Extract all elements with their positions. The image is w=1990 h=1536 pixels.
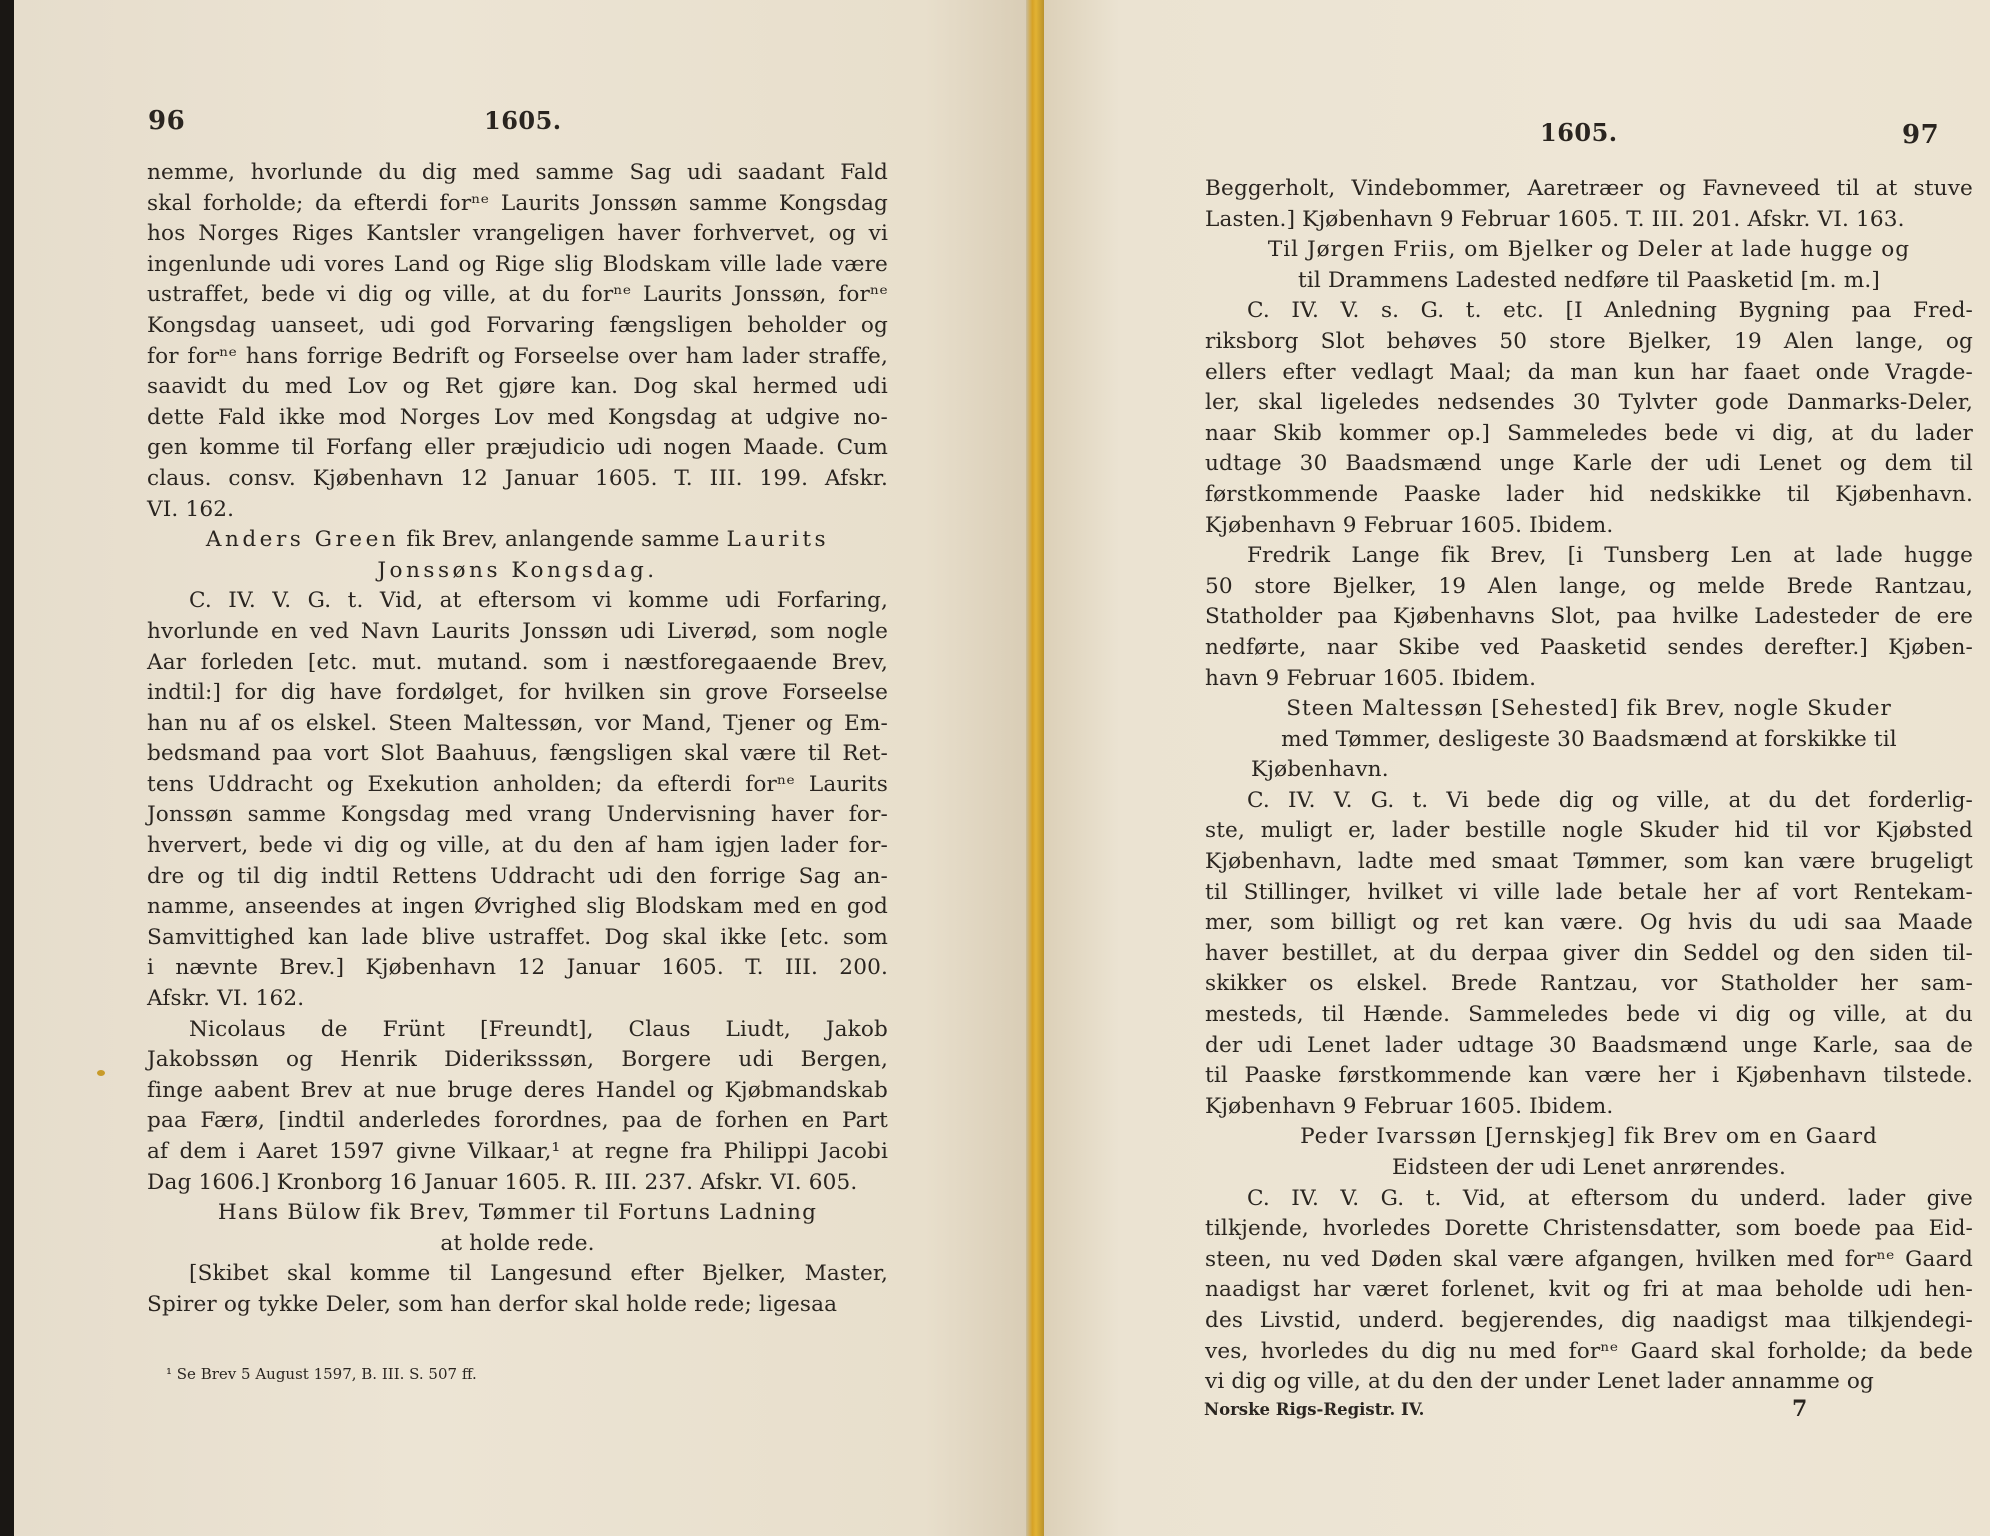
right-paragraph-2 xyxy=(1205,296,1973,541)
left-footnote: ¹ Se Brev 5 August 1597, B. III. S. 507 ff. xyxy=(166,1365,477,1383)
right-page-number: 97 xyxy=(1902,120,1940,150)
heading-person-name: Laurits xyxy=(726,527,830,553)
text-line: paa Færø, [indtil anderledes forordnes, paa de forhen en Part xyxy=(147,1108,888,1134)
heading-text: fik Brev, anlangende samme xyxy=(399,527,727,553)
book-gutter xyxy=(1026,0,1044,1536)
signature-number: 7 xyxy=(1792,1396,1808,1422)
text-line: naadigst har været forlenet, kvit og fri at maa beholde udi hen- xyxy=(1205,1277,1973,1303)
text-line: hvorlunde en ved Navn Laurits Jonssøn udi Liverød, som nogle xyxy=(147,618,888,644)
text-line: C. IV. V. G. t. Vid, at eftersom vi komme udi Forfaring, xyxy=(189,588,888,614)
text-line: nedførte, naar Skibe ved Paasketid sendes derefter.] Kjøben- xyxy=(1205,634,1973,660)
left-paragraph-3 xyxy=(147,1015,888,1199)
text-line: saavidt du med Lov og Ret gjøre kan. Dog skal hermed udi xyxy=(147,374,888,400)
text-line: der udi Lenet lader udtage 30 Baadsmænd unge Karle, saa de xyxy=(1205,1032,1973,1058)
text-line: Jonssøn samme Kongsdag med vrang Undervisning haver for- xyxy=(147,802,888,828)
text-line: Kjøbenhavn, ladte med smaat Tømmer, som kan være brugeligt xyxy=(1205,849,1973,875)
left-header-year: 1605. xyxy=(484,106,562,135)
text-line: 50 store Bjelker, 19 Alen lange, og melde Brede Rantzau, xyxy=(1205,573,1973,599)
left-paragraph-1 xyxy=(147,158,888,525)
right-paragraph-5 xyxy=(1205,1184,1973,1398)
text-line: naar Skib kommer op.] Sammeledes bede vi dig, at du lader xyxy=(1205,420,1973,446)
text-line: Spirer og tykke Deler, som han derfor skal holde rede; ligesaa xyxy=(147,1291,838,1317)
text-line: ustraffet, bede vi dig og ville, at du forⁿᵉ Laurits Jonssøn, forⁿᵉ xyxy=(147,282,888,308)
right-paragraph-4 xyxy=(1205,786,1973,1123)
text-line: skikker os elskel. Brede Rantzau, vor Statholder her sam- xyxy=(1205,971,1973,997)
left-text-block xyxy=(147,158,888,1321)
text-line: ste, muligt er, lader bestille nogle Skuder hid til vor Kjøbsted xyxy=(1205,818,1973,844)
right-page xyxy=(1044,0,1990,1536)
text-line: finge aabent Brev at nue bruge deres Handel og Kjøbmandskab xyxy=(147,1077,888,1103)
right-text-block xyxy=(1205,174,1973,1398)
text-line: Beggerholt, Vindebommer, Aaretræer og Favneveed til at stuve xyxy=(1205,176,1973,201)
text-line: haver bestillet, at du derpaa giver din Seddel og den siden til- xyxy=(1205,940,1973,966)
text-line: vi dig og ville, at du den der under Lenet lader annamme og xyxy=(1205,1369,1875,1395)
text-line: C. IV. V. G. t. Vid, at eftersom du underd. lader give xyxy=(1247,1185,1973,1211)
text-line: ves, hvorledes du dig nu med forⁿᵉ Gaard skal forholde; da bede xyxy=(1205,1338,1973,1364)
text-line: riksborg Slot behøves 50 store Bjelker, 19 Alen lange, og xyxy=(1205,328,1973,354)
left-paragraph-4 xyxy=(147,1259,888,1320)
text-line: Lasten.] Kjøbenhavn 9 Februar 1605. T. III. 201. Afskr. VI. 163. xyxy=(1205,206,1905,232)
left-heading-1 xyxy=(147,525,888,556)
text-line: steen, nu ved Døden skal være afgangen, hvilken med forⁿᵉ Gaard xyxy=(1205,1246,1973,1272)
text-line: Jakobssøn og Henrik Dideriksssøn, Borgere udi Bergen, xyxy=(147,1047,888,1073)
text-line: til Paaske førstkommende kan være her i Kjøbenhavn tilstede. xyxy=(1205,1063,1973,1089)
heading-person-name: Anders Green xyxy=(205,527,400,553)
text-line: VI. 162. xyxy=(147,496,235,522)
text-line: mer, som billigt og ret kan være. Og hvis du udi saa Maade xyxy=(1205,910,1973,936)
left-page-number: 96 xyxy=(148,106,186,136)
right-paragraph-3 xyxy=(1205,541,1973,694)
text-line: dre og til dig indtil Rettens Uddracht udi den forrige Sag an- xyxy=(147,863,888,889)
text-line: havn 9 Februar 1605. Ibidem. xyxy=(1205,665,1537,691)
text-line: bedsmand paa vort Slot Baahuus, fængsligen skal være til Ret- xyxy=(147,741,888,767)
text-line: des Livstid, underd. begjerendes, dig naadigst maa tilkjendegi- xyxy=(1205,1307,1973,1333)
text-line: Fredrik Lange fik Brev, [i Tunsberg Len at lade hugge xyxy=(1247,543,1973,569)
left-heading-2: Hans Bülow fik Brev, Tømmer til Fortuns Ladning xyxy=(217,1200,818,1226)
left-paragraph-2 xyxy=(147,586,888,1014)
text-line: hos Norges Riges Kantsler vrangeligen haver forhvervet, og vi xyxy=(147,221,888,247)
text-line: Aar forleden [etc. mut. mutand. som i næstforegaaende Brev, xyxy=(147,649,888,675)
text-line: han nu af os elskel. Steen Maltessøn, vor Mand, Tjener og Em- xyxy=(147,710,888,736)
right-heading-2-line-2: med Tømmer, desligeste 30 Baadsmænd at forskikke til xyxy=(1281,726,1897,752)
text-line: til Stillinger, hvilket vi ville lade betale her af vort Rentekam- xyxy=(1205,879,1973,905)
text-line: ellers efter vedlagt Maal; da man kun har faaet onde Vragde- xyxy=(1205,359,1973,385)
text-line: ingenlunde udi vores Land og Rige slig Blodskam ville lade være xyxy=(147,251,888,277)
text-line: ler, skal ligeledes nedsendes 30 Tylvter gode Danmarks-Deler, xyxy=(1205,390,1973,416)
text-line: Kjøbenhavn 9 Februar 1605. Ibidem. xyxy=(1205,1093,1614,1119)
text-line: Dag 1606.] Kronborg 16 Januar 1605. R. III. 237. Afskr. VI. 605. xyxy=(147,1169,858,1195)
left-heading-1-line-2: Jonssøns Kongsdag. xyxy=(377,557,658,583)
text-line: gen komme til Forfang eller præjudicio udi nogen Maade. Cum xyxy=(147,435,888,461)
text-line: C. IV. V. s. G. t. etc. [I Anledning Bygning paa Fred- xyxy=(1247,298,1973,324)
text-line: Kjøbenhavn 9 Februar 1605. Ibidem. xyxy=(1205,512,1614,538)
text-line: dette Fald ikke mod Norges Lov med Kongsdag at udgive no- xyxy=(147,404,888,430)
text-line: nemme, hvorlunde du dig med samme Sag udi saadant Fald xyxy=(147,160,888,185)
right-heading-1-line-2: til Drammens Ladested nedføre til Paasketid [m. m.] xyxy=(1298,267,1880,293)
text-line: indtil:] for dig have fordølget, for hvilken sin grove Forseelse xyxy=(147,680,888,706)
text-line: Afskr. VI. 162. xyxy=(147,986,305,1012)
text-line: skal forholde; da efterdi forⁿᵉ Laurits Jonssøn samme Kongsdag xyxy=(147,190,888,216)
text-line: førstkommende Paaske lader hid nedskikke til Kjøbenhavn. xyxy=(1205,481,1973,507)
text-line: [Skibet skal komme til Langesund efter Bjelker, Master, xyxy=(189,1261,888,1287)
left-heading-2-line-2: at holde rede. xyxy=(440,1230,595,1256)
text-line: udtage 30 Baadsmænd unge Karle der udi Lenet og dem til xyxy=(1205,451,1973,477)
right-heading-1: Til Jørgen Friis, om Bjelker og Deler at lade hugge og xyxy=(1267,237,1911,263)
text-line: af dem i Aaret 1597 givne Vilkaar,¹ at regne fra Philippi Jacobi xyxy=(147,1139,888,1164)
right-heading-2: Steen Maltessøn [Sehested] fik Brev, nogle Skuder xyxy=(1286,696,1892,722)
text-line: for forⁿᵉ hans forrige Bedrift og Forseelse over ham lader straffe, xyxy=(147,343,888,369)
right-heading-3-line-2: Eidsteen der udi Lenet anrørendes. xyxy=(1392,1155,1786,1180)
text-line: claus. consv. Kjøbenhavn 12 Januar 1605. T. III. 199. Afskr. xyxy=(147,465,888,491)
text-line: mesteds, til Hænde. Sammeledes bede vi dig og ville, at du xyxy=(1205,1002,1973,1028)
text-line: tens Uddracht og Exekution anholden; da efterdi forⁿᵉ Laurits xyxy=(147,771,888,797)
right-heading-3: Peder Ivarssøn [Jernskjeg] fik Brev om en Gaard xyxy=(1300,1124,1878,1150)
text-line: C. IV. V. G. t. Vi bede dig og ville, at du det forderlig- xyxy=(1247,787,1973,813)
text-line: Kongsdag uanseet, udi god Forvaring fængsligen beholder og xyxy=(147,312,888,338)
right-header-year: 1605. xyxy=(1540,118,1618,147)
ink-fleck xyxy=(97,1070,105,1076)
signature-mark: Norske Rigs-Registr. IV. xyxy=(1204,1400,1425,1419)
text-line: i nævnte Brev.] Kjøbenhavn 12 Januar 1605. T. III. 200. xyxy=(147,955,888,981)
right-heading-2-line-3: Kjøbenhavn. xyxy=(1251,757,1389,783)
text-line: Nicolaus de Frünt [Freundt], Claus Liudt, Jakob xyxy=(189,1016,888,1042)
left-page xyxy=(14,0,1026,1536)
text-line: namme, anseendes at ingen Øvrighed slig Blodskam med en god xyxy=(147,894,888,920)
right-paragraph-1 xyxy=(1205,174,1973,235)
text-line: Samvittighed kan lade blive ustraffet. Dog skal ikke [etc. som xyxy=(147,924,888,950)
text-line: Statholder paa Kjøbenhavns Slot, paa hvilke Ladesteder de ere xyxy=(1205,604,1973,630)
text-line: tilkjende, hvorledes Dorette Christensdatter, som boede paa Eid- xyxy=(1205,1216,1973,1242)
text-line: hververt, bede vi dig og ville, at du den af ham igjen lader for- xyxy=(147,833,888,859)
